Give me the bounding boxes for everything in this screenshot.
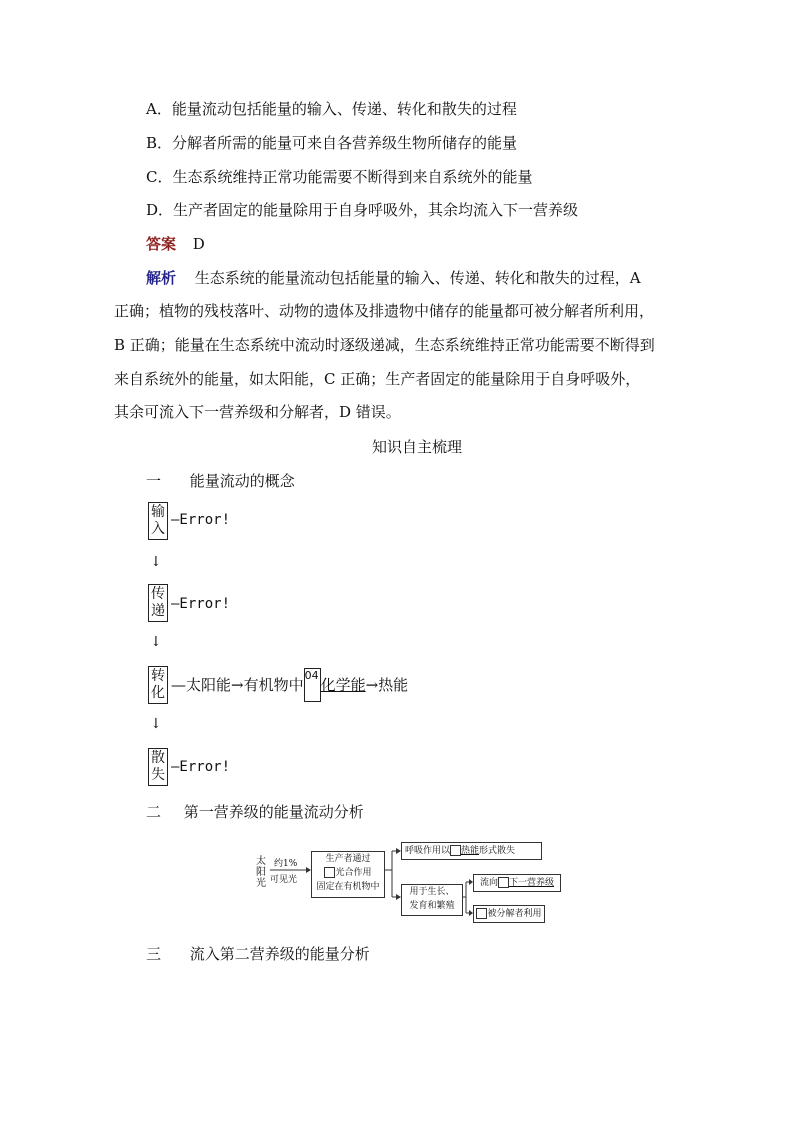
input-text: —Error! bbox=[171, 512, 231, 528]
analysis-line-3: B 正确；能量在生态系统中流动时逐级递减，生态系统维持正常功能需要不断得到 bbox=[114, 336, 655, 354]
respiration-box bbox=[401, 842, 542, 860]
next-level-box bbox=[473, 874, 561, 892]
visible-light-label: 可见光 bbox=[270, 875, 298, 885]
transfer-text: —Error! bbox=[171, 596, 231, 612]
section-three-heading bbox=[146, 943, 370, 964]
decomposer-box bbox=[473, 905, 545, 923]
section-three-title: 流入第二营养级的能量分析 bbox=[189, 945, 370, 963]
blank-number-box bbox=[498, 877, 509, 888]
answer-value: D bbox=[192, 235, 205, 253]
growth-box bbox=[401, 884, 463, 916]
blank-number-box bbox=[476, 908, 487, 919]
flow-pre: 流向 bbox=[479, 878, 498, 888]
flow-answer: 下一营养级 bbox=[509, 878, 555, 888]
analysis-line-1 bbox=[146, 267, 641, 289]
respiration-pre: 呼吸作用以 bbox=[405, 846, 451, 856]
section-title: 知识自主梳理 bbox=[371, 438, 462, 456]
respiration-post: 形式散失 bbox=[479, 846, 516, 856]
respiration-answer: 热能 bbox=[461, 846, 480, 856]
growth-line-2: 发育和繁殖 bbox=[409, 901, 455, 911]
dissipate-box: 散失 bbox=[148, 748, 168, 786]
section-one-title: 能量流动的概念 bbox=[189, 472, 295, 490]
input-box: 输入 bbox=[148, 502, 168, 540]
dissipate-text: —Error! bbox=[171, 759, 231, 775]
section-three-num: 三 bbox=[146, 945, 162, 963]
blank-number-box bbox=[450, 845, 461, 856]
convert-box: 转化 bbox=[148, 666, 168, 704]
section-two-heading bbox=[146, 801, 364, 822]
percent-label: 约1% bbox=[274, 859, 298, 869]
option-b: B．分解者所需的能量可来自各营养级生物所储存的能量 bbox=[146, 134, 518, 152]
section-two-num: 二 bbox=[146, 803, 162, 821]
convert-row bbox=[171, 668, 408, 702]
answer-label: 答案 bbox=[146, 235, 177, 253]
sun-label: 太阳光 bbox=[256, 856, 266, 889]
producer-line-1: 生产者通过 bbox=[325, 854, 371, 864]
blank-number-box: 04 bbox=[304, 668, 321, 702]
option-c: C．生态系统维持正常功能需要不断得到来自系统外的能量 bbox=[146, 168, 533, 186]
producer-line-2-text: 光合作用 bbox=[335, 868, 372, 878]
arrow-down-icon: ↓ bbox=[150, 634, 162, 650]
analysis-line-2: 正确；植物的残枝落叶、动物的遗体及排遗物中储存的能量都可被分解者所利用， bbox=[114, 302, 655, 320]
convert-answer: 化学能 bbox=[320, 676, 366, 694]
decomposer-text: 被分解者利用 bbox=[487, 909, 542, 919]
analysis-text-1: 生态系统的能量流动包括能量的输入、传递、转化和散失的过程，A bbox=[194, 269, 641, 287]
blank-number-box bbox=[324, 867, 335, 878]
analysis-line-4: 来自系统外的能量，如太阳能，C 正确；生产者固定的能量除用于自身呼吸外， bbox=[114, 370, 641, 388]
section-two-title: 第一营养级的能量流动分析 bbox=[183, 803, 364, 821]
energy-flow-diagram bbox=[250, 838, 570, 930]
section-one-num: 一 bbox=[146, 472, 162, 490]
convert-text-post: →热能 bbox=[365, 676, 409, 694]
analysis-label: 解析 bbox=[146, 269, 177, 287]
analysis-line-5: 其余可流入下一营养级和分解者，D 错误。 bbox=[114, 403, 401, 421]
producer-box bbox=[311, 851, 385, 898]
section-one-heading bbox=[146, 470, 295, 491]
transfer-box: 传递 bbox=[148, 584, 168, 622]
producer-line-3: 固定在有机物中 bbox=[316, 882, 380, 892]
convert-text-pre: —太阳能→有机物中 bbox=[171, 676, 304, 694]
arrow-down-icon: ↓ bbox=[150, 554, 162, 570]
answer-row bbox=[146, 233, 205, 255]
growth-line-1: 用于生长、 bbox=[409, 887, 455, 897]
option-a: A．能量流动包括能量的输入、传递、转化和散失的过程 bbox=[146, 100, 517, 118]
arrow-down-icon: ↓ bbox=[150, 716, 162, 732]
option-d: D．生产者固定的能量除用于自身呼吸外，其余均流入下一营养级 bbox=[146, 201, 579, 219]
producer-line-2 bbox=[312, 866, 384, 880]
